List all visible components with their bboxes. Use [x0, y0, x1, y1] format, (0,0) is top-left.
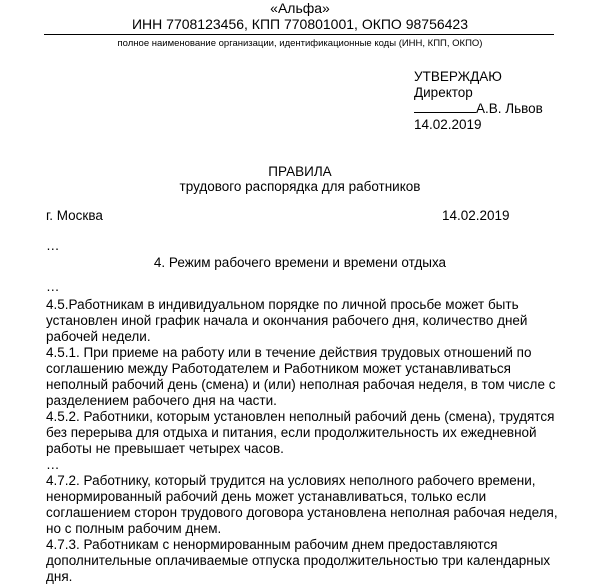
approval-stamp: УТВЕРЖДАЮ [414, 69, 502, 84]
paragraph-line: дополнительные оплачиваемые отпуска продолжительностью три календарных [46, 553, 551, 568]
paragraph-line: 4.5.1. При приеме на работу или в течение действия трудовых отношений по [46, 345, 532, 360]
paragraph-line: соглашению между Работодателем и Работником может устанавливаться [46, 361, 511, 376]
paragraph-line: разделением рабочего дня на части. [46, 393, 277, 408]
ellipsis-mid: … [46, 457, 60, 472]
paragraph-line: 4.5.Работникам в индивидуальном порядке по личной просьбе может быть [46, 297, 519, 312]
paragraph-line: 4.7.2. Работнику, который трудится на условиях неполного рабочего времени, [46, 473, 536, 488]
document-place: г. Москва [46, 208, 103, 223]
rules-body [46, 297, 566, 585]
signature-line [414, 102, 476, 113]
paragraph-line: соглашением сторон трудового договора установлена неполная рабочая неделя, [46, 505, 558, 520]
document-date: 14.02.2019 [442, 208, 510, 223]
section-title: 4. Режим рабочего времени и времени отдыха [153, 255, 447, 270]
paragraph-line: без перерыва для отдыха и питания, если продолжительность их ежедневной [46, 425, 537, 440]
ellipsis-top: … [46, 238, 60, 253]
organization-name: «Альфа» [270, 0, 330, 16]
paragraph-line: 4.7.3. Работникам с ненормированным рабочим днем предоставляются [46, 537, 498, 552]
paragraph-line: 4.5.2. Работники, которым установлен неполный рабочий день (смена), трудятся [46, 409, 555, 424]
document-subtitle: трудового распорядка для работников [179, 179, 421, 194]
approval-position: Директор [414, 85, 473, 100]
paragraph-line: рабочей недели. [46, 329, 151, 344]
paragraph-line: работы не превышает четырех часов. [46, 441, 284, 456]
organization-caption: полное наименование организации, идентификационные коды (ИНН, КПП, ОКПО) [117, 38, 483, 49]
paragraph-line: ненормированный рабочий день может устанавливаться, только если [46, 489, 487, 504]
approval-block [414, 69, 543, 133]
ellipsis-section: … [46, 279, 60, 294]
document-title: ПРАВИЛА [268, 164, 332, 179]
paragraph-line: дня. [46, 569, 73, 584]
approval-signature-row [414, 101, 543, 117]
organization-codes: ИНН 7708123456, КПП 770801001, ОКПО 98756423 [131, 16, 468, 32]
paragraph-line: установлен иной график начала и окончания рабочего дня, количество дней [46, 313, 528, 328]
paragraph-line: неполный рабочий день (смена) и (или) неполная рабочая неделя, в том числе с [46, 377, 556, 392]
approval-date: 14.02.2019 [414, 117, 482, 132]
approval-signer: А.В. Львов [476, 101, 543, 116]
paragraph-line: но с полным рабочим днем. [46, 521, 222, 536]
header-divider [44, 34, 554, 35]
